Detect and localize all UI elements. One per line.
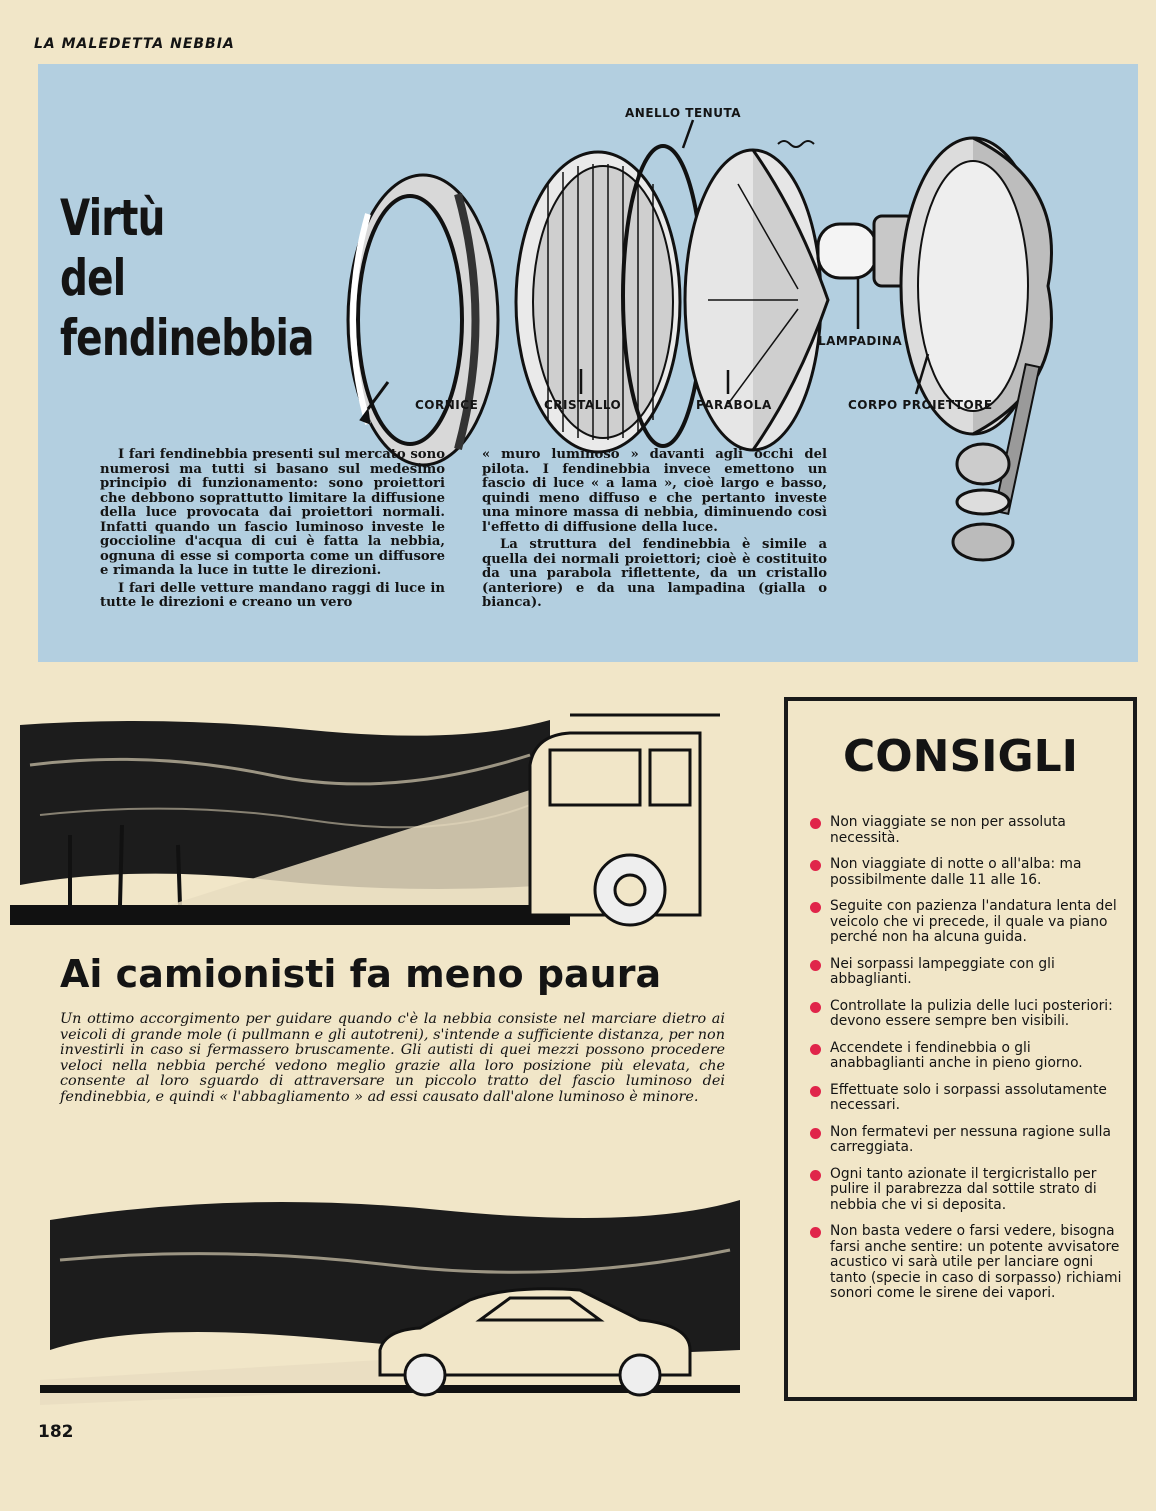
bulb-drawing [818,216,914,286]
tip-text: Non basta vedere o farsi vedere, bisogna farsi anche sentire: un potente avvisatore acustico vi sarà utile per lanciare ogni tanto (specie in caso di sorpasso) richiami sonori come le sirene dei vapori. [830,1223,1122,1301]
bullet-icon [810,818,821,829]
intro-paragraph: I fari delle vetture mandano raggi di luce in tutte le direzioni e creano un vero [100,580,445,610]
tip-text: Nei sorpassi lampeggiate con gli abbaglianti. [830,955,1055,987]
title-line-3: fendinebbia [60,309,314,367]
section-heading: Ai camionisti fa meno paura [60,952,662,996]
label-frame: CORNICE [415,398,479,412]
intro-paragraph: La struttura del fendinebbia è simile a quella dei normali proiettori; cioè è costituito da una parabola riflettente, da un cristallo (anteriore) e da una lampadina (gialla o bianca). [482,537,827,610]
tip-text: Controllate la pulizia delle luci posteriori: devono essere sempre ben visibili. [830,997,1113,1029]
tips-list [808,815,1128,1313]
nut-washer-drawing [953,444,1013,560]
tip-item [808,899,1128,946]
tip-item [808,1224,1128,1302]
tip-item [808,1083,1128,1114]
label-glass: CRISTALLO [544,398,622,412]
running-head: LA MALEDETTA NEBBIA [34,36,235,52]
bullet-icon [810,1002,821,1013]
bullet-icon [810,1170,821,1181]
tip-text: Effettuate solo i sorpassi assolutamente necessari. [830,1081,1107,1113]
label-bulb: LAMPADINA [818,334,903,348]
bullet-icon [810,1086,821,1097]
tip-item [808,815,1128,846]
label-reflector: PARABOLA [696,398,772,412]
tips-title: CONSIGLI [842,731,1079,782]
page-number: 182 [38,1422,74,1442]
title-line-2: del [60,249,126,307]
intro-paragraph: « muro luminoso » davanti agli occhi del pilota. I fendinebbia invece emettono un fascio di luce « a lama », cioè largo e basso, quindi meno diffuso e che pertanto investe una minore massa di nebbia, diminuendo così l'effetto di diffusione della luce. [482,447,827,535]
bullet-icon [810,1128,821,1139]
tip-item [808,1125,1128,1156]
tip-text: Non viaggiate di notte o all'alba: ma possibilmente dalle 11 alle 16. [830,856,1082,888]
label-seal-ring: ANELLO TENUTA [625,106,741,120]
truck-in-fog-illustration [10,705,730,945]
tip-item [808,1167,1128,1214]
tip-text: Non viaggiate se non per assoluta necessità. [830,814,1066,846]
label-housing: CORPO PROIETTORE [848,398,993,412]
connector-squiggle [778,141,814,147]
bullet-icon [810,1227,821,1238]
intro-column-2 [482,448,827,611]
tip-item [808,857,1128,888]
tip-text: Seguite con pazienza l'andatura lenta del veicolo che vi precede, il quale va piano perché non ha alcuna guida. [830,898,1117,945]
title-line-1: Virtù [60,189,165,247]
tip-text: Ogni tanto azionate il tergicristallo per pulire il parabrezza dal sottile strato di nebbia che vi si deposita. [830,1165,1097,1213]
tip-item [808,957,1128,988]
tip-text: Non fermatevi per nessuna ragione sulla carreggiata. [830,1123,1111,1155]
intro-column-1 [100,448,445,611]
tip-item [808,1041,1128,1072]
frame-ring-drawing [348,175,498,465]
tip-item [808,999,1128,1030]
bullet-icon [810,860,821,871]
tips-box [784,697,1137,1401]
bullet-icon [810,960,821,971]
tip-text: Accendete i fendinebbia o gli anabbaglianti anche in pieno giorno. [830,1039,1083,1071]
section-body: Un ottimo accorgimento per guidare quando c'è la nebbia consiste nel marciare dietro ai veicoli di grande mole (i pullmann e gli autotreni), s'intende a sufficiente distanza, per non investirli in caso si fermassero bruscamente. Gli autisti di quei mezzi possono procedere veloci nella nebbia perché vedono meglio grazie alla loro posizione più elevata, che consente al loro sguardo di attraversare un piccolo tratto del fascio luminoso dei fendinebbia, e quindi « l'abbagliamento » ad essi causato dall'alone luminoso è minore. [60,1011,725,1105]
bullet-icon [810,902,821,913]
bullet-icon [810,1044,821,1055]
intro-paragraph: I fari fendinebbia presenti sul mercato sono numerosi ma tutti si basano sul medesimo principio di funzionamento: sono proiettori che debbono soprattutto limitare la diffusione della luce provocata dai proiettori normali. Infatti quando un fascio luminoso investe le goccioline d'acqua di cui è fatta la nebbia, ognuna di esse si comporta come un diffusore e rimanda la luce in tutte le direzioni. [100,447,445,578]
car-in-fog-illustration [40,1190,760,1410]
